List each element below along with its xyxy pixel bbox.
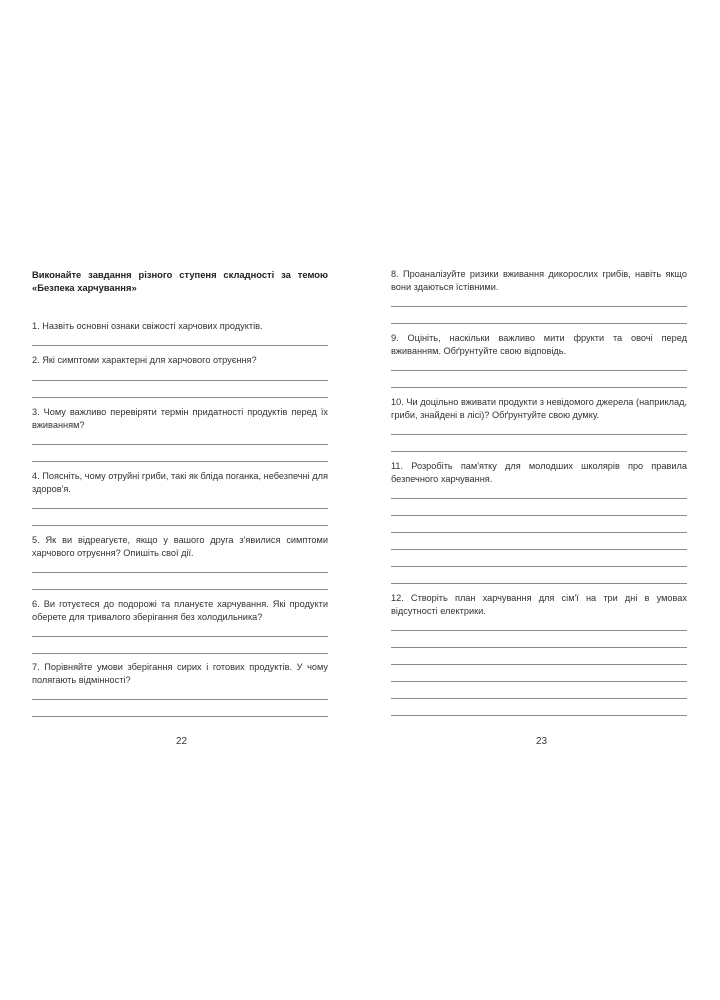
answer-line	[32, 636, 328, 637]
answer-line	[32, 525, 328, 526]
question-12: 12. Створіть план харчування для сім'ї на три дні в умовах відсутності електрики.	[391, 593, 687, 616]
answer-line	[32, 444, 328, 445]
answer-line	[391, 370, 687, 371]
answer-line	[391, 387, 687, 388]
answer-line	[391, 715, 687, 716]
question-2: 2. Які симптоми характерні для харчового отруєння?	[32, 355, 257, 365]
answer-line	[32, 653, 328, 654]
answer-line	[391, 323, 687, 324]
answer-line	[391, 532, 687, 533]
page-number: 22	[176, 736, 188, 747]
answer-line	[391, 515, 687, 516]
question-6: 6. Ви готуєтеся до подорожі та плануєте харчування. Які продукти оберете для тривалого зберігання без холодильника?	[32, 599, 328, 622]
answer-line	[391, 698, 687, 699]
question-7: 7. Порівняйте умови зберігання сирих і готових продуктів. У чому полягають відмінності?	[32, 662, 328, 685]
answer-line	[32, 572, 328, 573]
answer-line	[391, 306, 687, 307]
answer-line	[391, 664, 687, 665]
question-10: 10. Чи доцільно вживати продукти з невідомого джерела (наприклад, гриби, знайдені в лісі)? Обґрунтуйте свою думку.	[391, 397, 687, 420]
question-1: 1. Назвіть основні ознаки свіжості харчових продуктів.	[32, 321, 263, 331]
answer-line	[391, 498, 687, 499]
answer-line	[391, 583, 687, 584]
question-8: 8. Проаналізуйте ризики вживання дикорослих грибів, навіть якщо вони здаються їстівними.	[391, 269, 687, 292]
answer-line	[391, 681, 687, 682]
question-3: 3. Чому важливо перевіряти термін придатності продуктів перед їх вживанням?	[32, 407, 328, 430]
answer-line	[391, 566, 687, 567]
question-5: 5. Як ви відреагуєте, якщо у вашого друга з'явилися симптоми харчового отруєння? Опишіть свої дії.	[32, 535, 328, 558]
answer-line	[391, 434, 687, 435]
answer-line	[32, 345, 328, 346]
answer-line	[391, 647, 687, 648]
question-9: 9. Оцініть, наскільки важливо мити фрукти та овочі перед вживанням. Обґрунтуйте свою відповідь.	[391, 333, 687, 356]
answer-line	[391, 630, 687, 631]
question-4: 4. Поясніть, чому отруйні гриби, такі як бліда поганка, небезпечні для здоров'я.	[32, 471, 328, 494]
answer-line	[32, 716, 328, 717]
answer-line	[391, 451, 687, 452]
page-number: 23	[536, 736, 548, 747]
answer-line	[32, 508, 328, 509]
answer-line	[32, 397, 328, 398]
answer-line	[32, 461, 328, 462]
answer-line	[391, 549, 687, 550]
question-11: 11. Розробіть пам'ятку для молодших школярів про правила безпечного харчування.	[391, 461, 687, 484]
answer-line	[32, 380, 328, 381]
task-heading: Виконайте завдання різного ступеня складності за темою «Безпека харчування»	[32, 269, 328, 293]
answer-line	[32, 699, 328, 700]
answer-line	[32, 589, 328, 590]
